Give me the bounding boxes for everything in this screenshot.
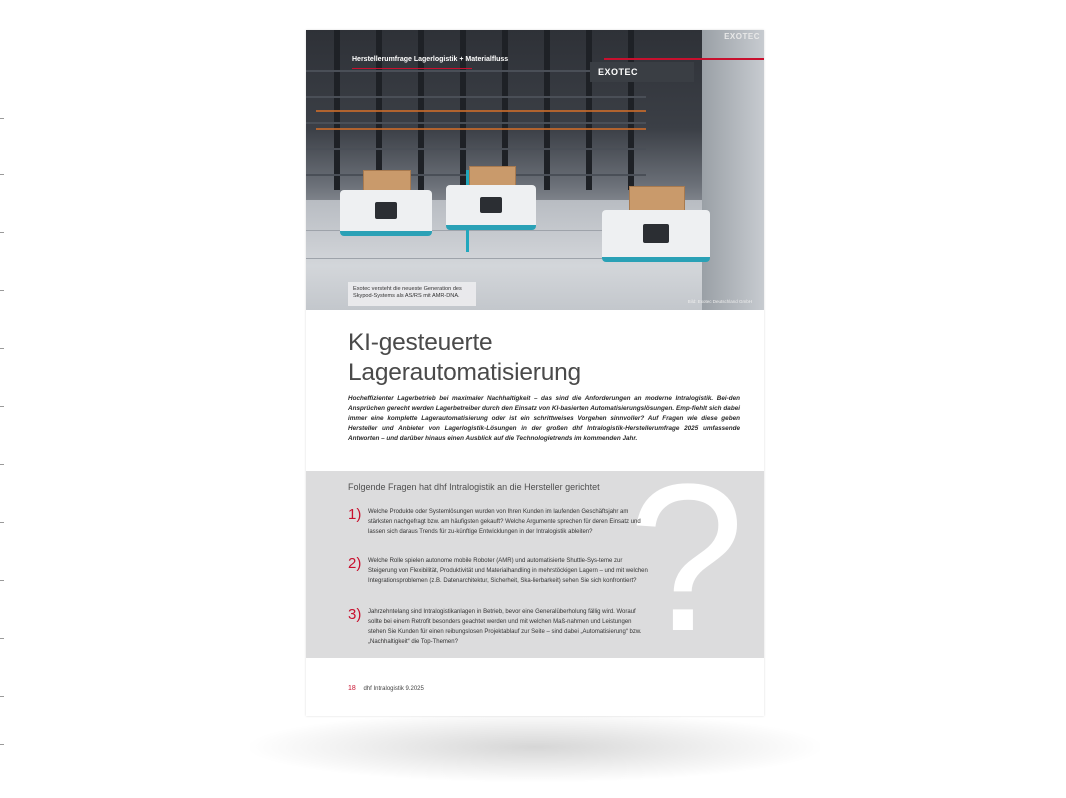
article-title: KI-gesteuerte Lagerautomatisierung	[348, 329, 581, 386]
article-lead: Hocheffizienter Lagerbetrieb bei maximaler Nachhaltigkeit – das sind die Anforderungen an moderne Intralogistik. Bei-den Ansprüchen gerecht werden Lagerbetreiber durch den Einsatz von KI-basierten Automatisierungslösungen. Emp-fiehlt sich dabei immer eine komplette Lagerautomatisierung oder ist ein schrittweises Vorgehen sinnvoller? Auf Fragen wie diese geben Hersteller und Anbieter von Lagerlogistik-Lösungen in der großen dhf Intralogistik-Herstellerumfrage 2025 umfassende Antworten – und darüber hinaus einen Ausblick auf die Technologietrends im kommenden Jahr.	[348, 395, 740, 442]
section-rubric: Herstellerumfrage Lagerlogistik + Materialfluss	[352, 56, 509, 63]
brand-sign: EXOTEC	[590, 62, 694, 82]
magazine-page	[306, 30, 764, 716]
page-shadow	[250, 712, 820, 782]
robot-3	[602, 186, 710, 262]
page-footer	[348, 685, 424, 692]
rubric-underline	[352, 68, 472, 69]
brand-top-label: EXOTEC	[724, 32, 760, 41]
question-text: Welche Produkte oder Systemlösungen wurden von Ihren Kunden im laufenden Geschäftsjahr am stärksten nachgefragt bzw. am häufigsten gekauft? Welche Argumente sprechen für deren Einsatz und lassen sich daraus Trends für zu-künftige Entwicklungen in der Intralogistik ableiten?	[368, 509, 641, 535]
questions-heading: Folgende Fragen hat dhf Intralogistik an die Hersteller gerichtet	[348, 482, 600, 492]
photo-credit: Bild: Exotec Deutschland GmbH	[687, 299, 752, 304]
question-number: 1)	[348, 506, 362, 523]
question-mark-graphic: ?	[628, 471, 745, 658]
sign-accent-line	[604, 58, 764, 60]
questions-box	[306, 471, 764, 658]
photo-caption: Exotec versteht die neueste Generation des Skypod-Systems als AS/RS mit AMR-DNA.	[348, 282, 476, 306]
publication-label: dhf Intralogistik 9.2025	[363, 686, 424, 692]
robot-2	[446, 166, 536, 230]
robot-1	[340, 170, 432, 236]
hero-photo	[306, 30, 764, 310]
page-number: 18	[348, 685, 356, 692]
question-text: Jahrzehntelang sind Intralogistikanlagen in Betrieb, bevor eine Generalüberholung fällig wird. Worauf sollte bei einem Retrofit besonders geachtet werden und mit welchen Maß-nahmen und Leistungen stehen Sie Kunden für einen reibungslosen Projektablauf zur Seite – sind dabei „Automatisierung“ bzw. „Nachhaltigkeit“ die Top-Themen?	[368, 609, 642, 645]
question-text: Welche Rolle spielen autonome mobile Roboter (AMR) und automatisierte Shuttle-Sys-teme zur Steigerung von Flexibilität, Produktivität und Materialhandling in mehrstöckigen Lagern – und mit welchen Integrationsproblemen (z.B. Datenarchitektur, Sicherheit, Ska-lierbarkeit) sehen Sie sich konfrontiert?	[368, 558, 648, 584]
question-number: 3)	[348, 606, 362, 623]
question-number: 2)	[348, 555, 362, 572]
pillar	[702, 30, 764, 310]
left-edge-marks	[0, 0, 6, 798]
